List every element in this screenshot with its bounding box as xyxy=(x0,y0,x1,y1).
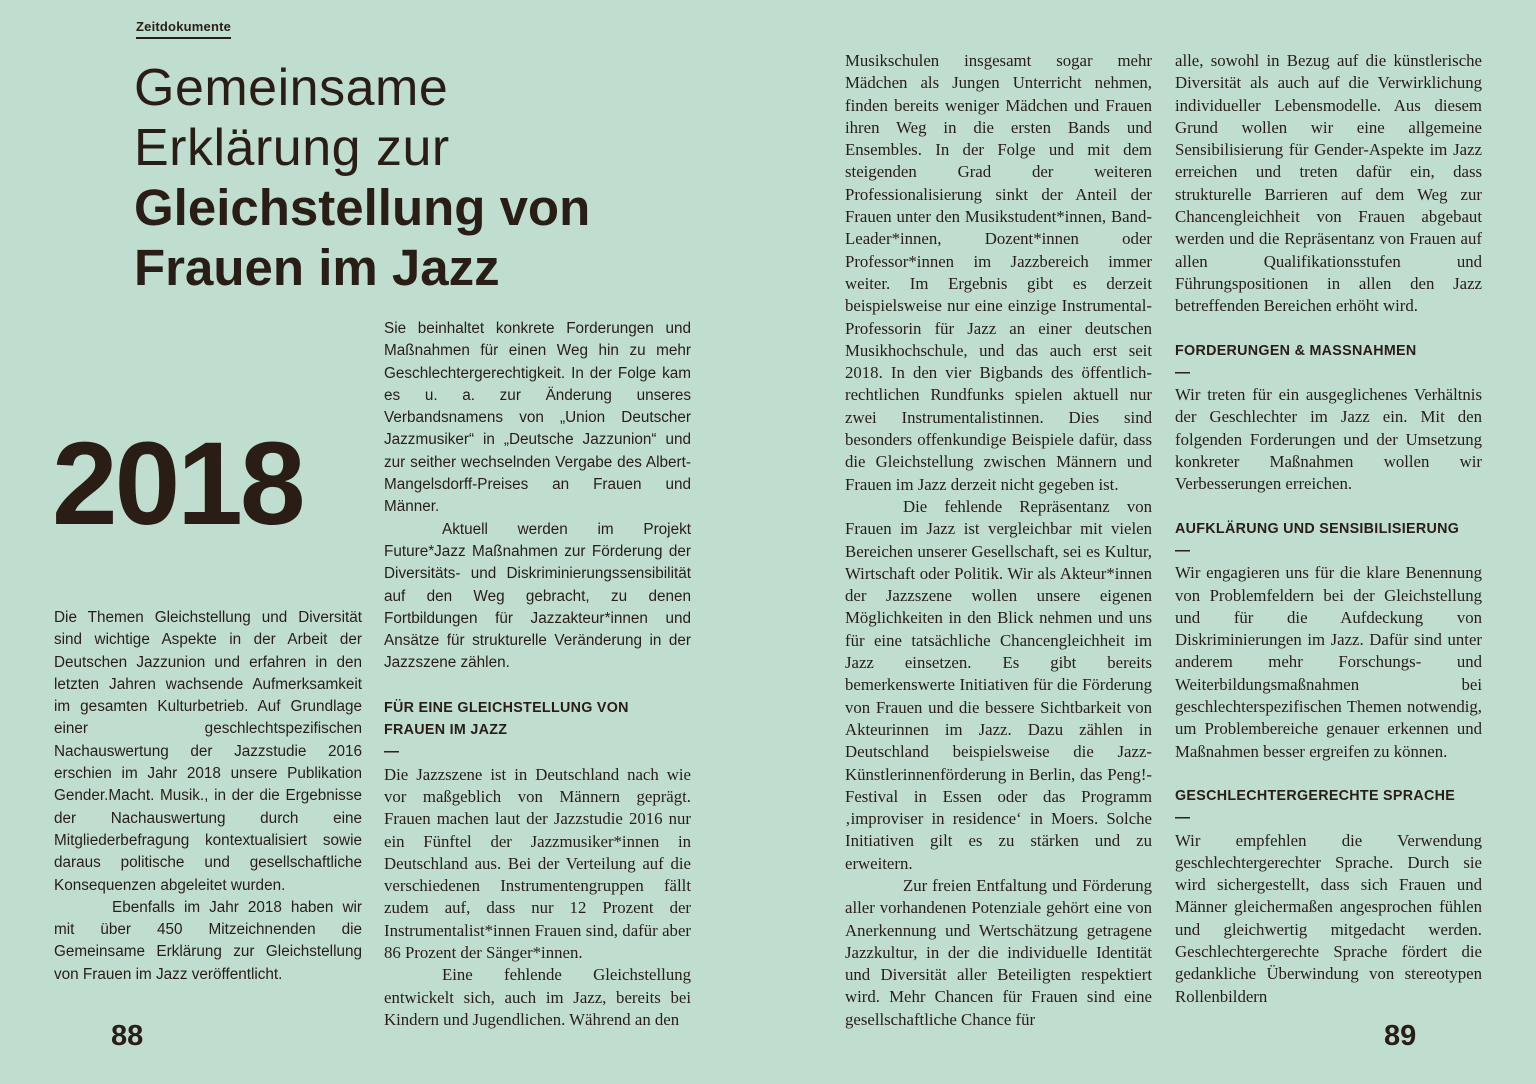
heading-dash: — xyxy=(1175,541,1190,559)
column-4 xyxy=(1175,50,1482,1008)
heading-dash: — xyxy=(384,743,399,761)
year-display: 2018 xyxy=(52,418,303,550)
paragraph: Wir empfehlen die Verwendung geschlechtergerechter Sprache. Durch sie wird sichergestellt, dass sich Frauen und Männer gleichermaßen angesprochen fühlen und gleichwertig mitgedacht werden. Geschlechtergerechte Sprache fördert die gedankliche Überwindung von stereotypen Rollenbildern xyxy=(1175,830,1482,1006)
title-line-3: Gleichstellung von xyxy=(134,179,591,236)
section-heading: GESCHLECHTERGERECHTE SPRACHE xyxy=(1175,787,1456,804)
section-heading: FORDERUNGEN & MASSNAHMEN xyxy=(1175,342,1417,359)
title-line-1: Gemeinsame xyxy=(134,59,449,117)
heading-dash: — xyxy=(1175,363,1190,381)
page-number-right: 89 xyxy=(1384,1020,1417,1052)
paragraph: Die Jazzszene ist in Deutschland nach wie vor maßgeblich von Männern geprägt. Frauen machen laut der Jazzstudie 2016 nur ein Fünftel der Jazzmusiker*innen in Deutschland aus. Bei der Verteilung auf die verschiedenen Instrumentengruppen fällt zudem auf, dass nur 12 Prozent der Instrumentalist*innen Frauen sind, dafür aber 86 Prozent der Sänger*innen. xyxy=(384,764,691,963)
paragraph: Zur freien Entfaltung und Förderung aller vorhandenen Potenziale gehört eine von Anerkennung und Wertschätzung getragene Jazzkultur, in der die individuelle Identität und Diversität aller Beteiligten respektiert wird. Mehr Chancen für Frauen sind eine gesellschaftliche Chance für xyxy=(845,875,1152,1029)
paragraph: Sie beinhaltet konkrete Forderungen und Maßnahmen für einen Weg hin zu mehr Geschlechtergerechtigkeit. In der Folge kam es u. a. zur Änderung unseres Verbandsnamens von „Union Deutscher Jazzmusiker“ in „Deutsche Jazzunion“ und zur seither wechselnden Vergabe des Albert-Mangelsdorff-Preises an Frauen und Männer. xyxy=(384,320,691,516)
paragraph: Eine fehlende Gleichstellung entwickelt sich, auch im Jazz, bereits bei Kindern und Jugendlichen. Während an den xyxy=(384,965,691,1029)
page-number-left: 88 xyxy=(111,1020,144,1052)
column-1 xyxy=(54,607,362,986)
title-line-2: Erklärung zur xyxy=(134,119,450,177)
heading-dash: — xyxy=(1175,809,1190,827)
paragraph: Musikschulen insgesamt sogar mehr Mädchen als Jungen Unterricht nehmen, finden bereits weniger Mädchen und Frauen ihren Weg in die ersten Bands und Ensembles. In der Folge und mit dem steigenden Grad der weiteren Professionalisierung sinkt der Anteil der Frauen unter den Musikstudent*innen, Band-Leader*innen, Dozent*innen oder Professor*innen im Jazzbereich immer weiter. Im Ergebnis gibt es derzeit beispielsweise nur eine einzige Instrumental-Professorin für Jazz an einer deutschen Musikhochschule, und das auch erst seit 2018. In den vier Bigbands des öffentlich-rechtlichen Rundfunks spielen aktuell nur zwei Instrumentalistinnen. Dies sind besonders offenkundige Beispiele dafür, dass die Gleichstellung zwischen Männern und Frauen im Jazz derzeit nicht gegeben ist. xyxy=(845,51,1152,494)
page-title xyxy=(134,58,774,298)
section-kicker: Zeitdokumente xyxy=(136,19,231,39)
section-heading: AUFKLÄRUNG UND SENSIBILISIERUNG xyxy=(1175,520,1460,537)
paragraph: Aktuell werden im Projekt Future*Jazz Maßnahmen zur Förderung der Diversitäts- und Diskriminierungssensibilität auf den Weg gebracht, zu denen Fortbildungen für Jazzakteur*innen und Ansätze für strukturelle Veränderung in der Jazzszene zählen. xyxy=(384,520,691,672)
title-line-4: Frauen im Jazz xyxy=(134,239,500,296)
column-3 xyxy=(845,50,1152,1031)
paragraph: alle, sowohl in Bezug auf die künstlerische Diversität als auch auf die Verwirklichung individueller Lebensmodelle. Aus diesem Grund wollen wir eine allgemeine Sensibilisierung für Gender-Aspekte im Jazz erreichen und treten dafür ein, dass strukturelle Barrieren auf dem Weg zur Chancengleichheit von Frauen abgebaut werden und die Repräsentanz von Frauen auf allen Qualifikationsstufen und Führungspositionen in allen den Jazz betreffenden Bereichen erhöht wird. xyxy=(1175,51,1482,316)
paragraph: Wir treten für ein ausgeglichenes Verhältnis der Geschlechter im Jazz ein. Mit den folgenden Forderungen und der Umsetzung konkreter Maßnahmen wollen wir Verbesserungen erreichen. xyxy=(1175,385,1482,494)
section-heading: FÜR EINE GLEICHSTELLUNG VON FRAUEN IM JAZZ xyxy=(384,699,629,739)
paragraph: Die Themen Gleichstellung und Diversität sind wichtige Aspekte in der Arbeit der Deutschen Jazzunion und erfahren in den letzten Jahren wachsende Aufmerksamkeit im gesamten Kulturbetrieb. Auf Grundlage einer geschlechtspezifischen Nachauswertung der Jazzstudie 2016 erschien im Jahr 2018 unsere Publikation Gender.Macht. Musik., in der die Ergebnisse der Nachauswertung durch eine Mitgliederbefragung kontextualisiert sowie daraus politische und gesellschaftliche Konsequenzen abgeleitet wurden. xyxy=(54,609,362,894)
column-2 xyxy=(384,318,691,1031)
paragraph: Ebenfalls im Jahr 2018 haben wir mit über 450 Mitzeichnenden die Gemeinsame Erklärung zur Gleichstellung von Frauen im Jazz veröffentlicht. xyxy=(54,898,362,983)
paragraph: Wir engagieren uns für die klare Benennung von Problemfeldern bei der Gleichstellung und für die Aufdeckung von Diskriminierungen im Jazz. Dafür sind unter anderem mehr Forschungs- und Weiterbildungsmaßnahmen bei geschlechterspezifischen Themen notwendig, um Problembereiche genauer erkennen und Maßnahmen besser ergreifen zu können. xyxy=(1175,563,1482,761)
paragraph: Die fehlende Repräsentanz von Frauen im Jazz ist vergleichbar mit vielen Bereichen unserer Gesellschaft, sei es Kultur, Wirtschaft oder Politik. Wir als Akteur*innen der Jazzszene wollen unsere eigenen Möglichkeiten in den Blick nehmen und uns für eine tatsächliche Chancengleichheit im Jazz einsetzen. Es gibt bereits bemerkenswerte Initiativen für die Förderung von Frauen und die bessere Sichtbarkeit von Akteurinnen im Jazz. Dazu zählen in Deutschland beispielsweise die Jazz-Künstlerinnenförderung in Berlin, das Peng!-Festival in Essen oder das Programm ‚improviser in residence‘ in Moers. Solche Initiativen gilt es zu stärken und zu erweitern. xyxy=(845,496,1152,873)
